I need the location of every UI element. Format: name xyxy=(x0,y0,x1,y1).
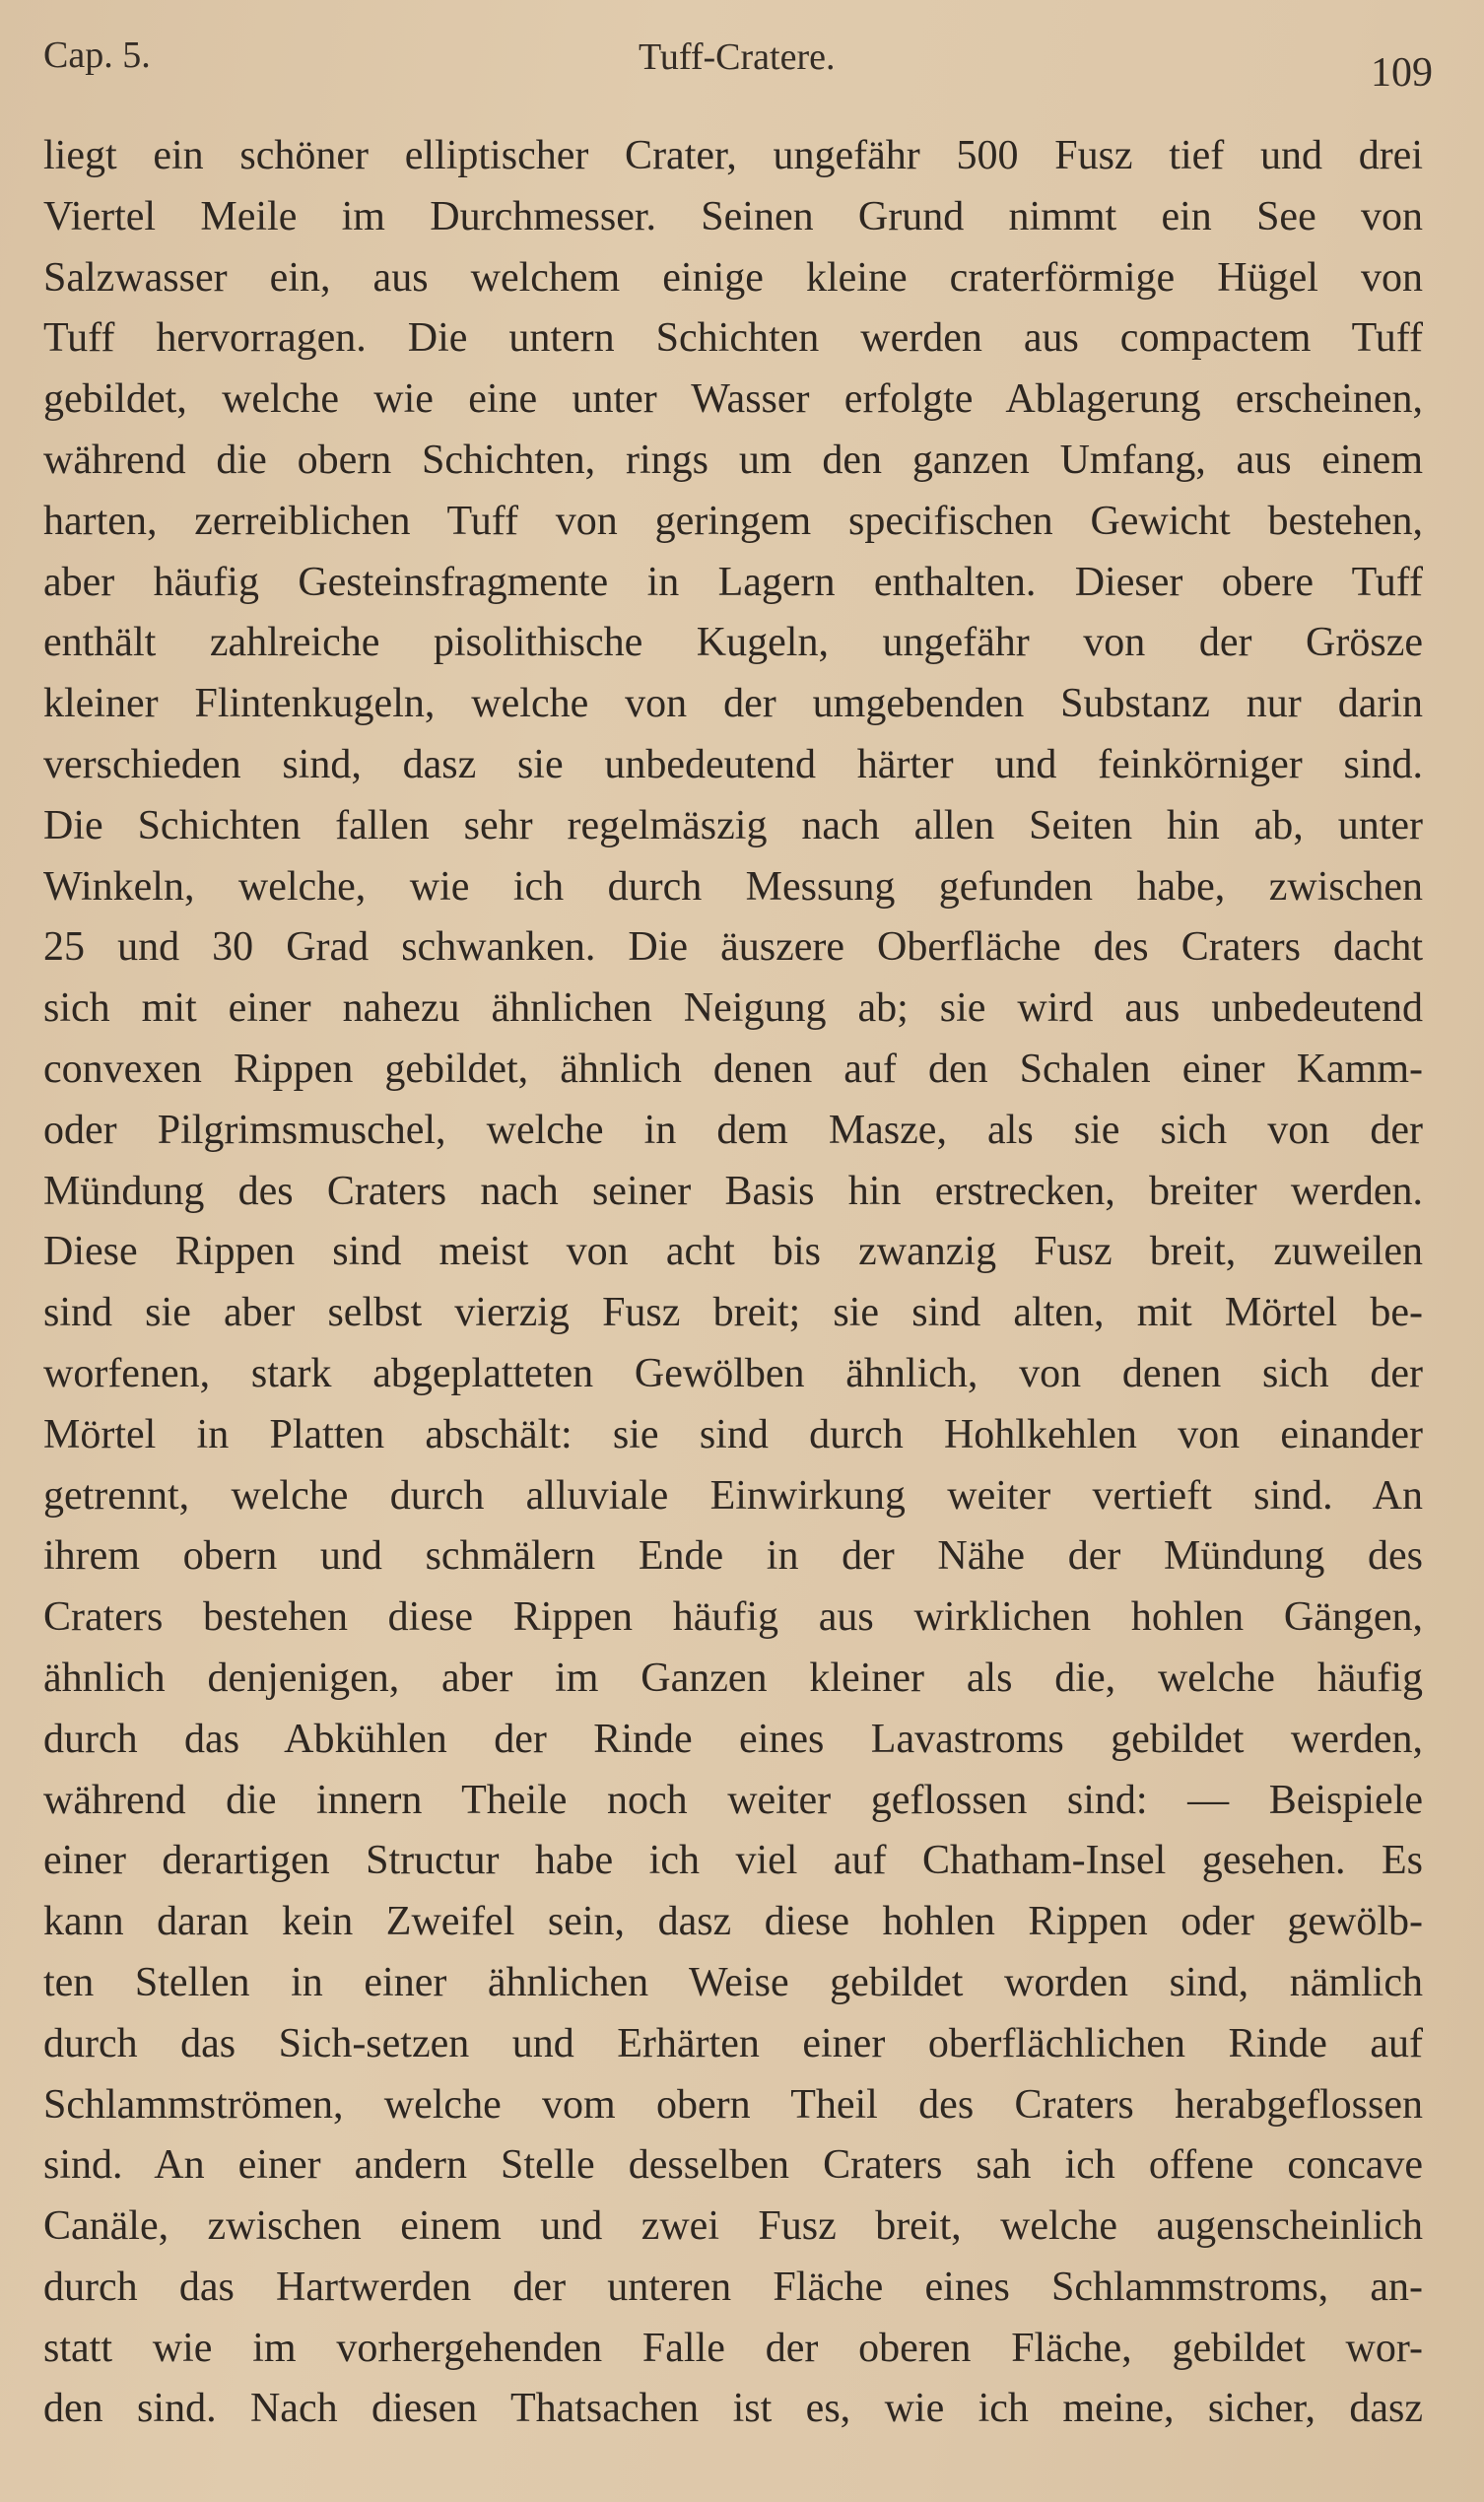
text-line: gebildet, welche wie eine unter Wasser erfolgte Ablagerung erscheinen, xyxy=(43,376,1423,423)
body-text xyxy=(43,126,1423,2440)
text-line: worfenen, stark abgeplatteten Gewölben ähnlich, von denen sich der xyxy=(43,1350,1423,1396)
text-line: durch das Hartwerden der unteren Fläche eines Schlammstroms, an- xyxy=(43,2264,1423,2310)
text-line: Winkeln, welche, wie ich durch Messung gefunden habe, zwischen xyxy=(43,863,1423,910)
text-line: verschieden sind, dasz sie unbedeutend härter und feinkörniger sind. xyxy=(43,741,1423,787)
text-line: 25 und 30 Grad schwanken. Die äuszere Oberfläche des Craters dacht xyxy=(43,924,1423,971)
running-title: Tuff-Cratere. xyxy=(639,36,836,78)
text-line: Mündung des Craters nach seiner Basis hin erstrecken, breiter werden. xyxy=(43,1168,1423,1214)
text-line: enthält zahlreiche pisolithische Kugeln, ungefähr von der Grösze xyxy=(43,620,1423,666)
text-line: Schlammströmen, welche vom obern Theil des Craters herabgeflossen xyxy=(43,2081,1423,2128)
text-line: statt wie im vorhergehenden Falle der oberen Fläche, gebildet wor- xyxy=(43,2325,1423,2371)
text-line: convexen Rippen gebildet, ähnlich denen auf den Schalen einer Kamm- xyxy=(43,1046,1423,1092)
text-line: aber häufig Gesteinsfragmente in Lagern enthalten. Dieser obere Tuff xyxy=(43,559,1423,605)
text-line: den sind. Nach diesen Thatsachen ist es, wie ich meine, sicher, dasz xyxy=(43,2386,1423,2432)
text-line: Diese Rippen sind meist von acht bis zwanzig Fusz breit, zuweilen xyxy=(43,1229,1423,1275)
text-line: Craters bestehen diese Rippen häufig aus wirklichen hohlen Gängen, xyxy=(43,1594,1423,1641)
text-line: Mörtel in Platten abschält: sie sind durch Hohlkehlen von einander xyxy=(43,1411,1423,1457)
text-line: Tuff hervorragen. Die untern Schichten werden aus compactem Tuff xyxy=(43,315,1423,362)
chapter-label: Cap. 5. xyxy=(43,34,151,76)
text-line: kann daran kein Zweifel sein, dasz diese hohlen Rippen oder gewölb- xyxy=(43,1899,1423,1945)
text-line: getrennt, welche durch alluviale Einwirkung weiter vertieft sind. An xyxy=(43,1472,1423,1519)
text-line: Die Schichten fallen sehr regelmäszig nach allen Seiten hin ab, unter xyxy=(43,802,1423,848)
running-header xyxy=(43,30,1433,99)
text-line: kleiner Flintenkugeln, welche von der umgebenden Substanz nur darin xyxy=(43,681,1423,727)
text-line: sind. An einer andern Stelle desselben Craters sah ich offene concave xyxy=(43,2142,1423,2189)
text-line: durch das Sich-setzen und Erhärten einer oberflächlichen Rinde auf xyxy=(43,2020,1423,2066)
text-line: während die innern Theile noch weiter geflossen sind: — Beispiele xyxy=(43,1777,1423,1823)
text-line: sich mit einer nahezu ähnlichen Neigung ab; sie wird aus unbedeutend xyxy=(43,985,1423,1032)
text-line: ihrem obern und schmälern Ende in der Nähe der Mündung des xyxy=(43,1533,1423,1580)
text-line: oder Pilgrimsmuschel, welche in dem Masze, als sie sich von der xyxy=(43,1107,1423,1153)
text-line: Canäle, zwischen einem und zwei Fusz breit, welche augenscheinlich xyxy=(43,2203,1423,2250)
text-line: ten Stellen in einer ähnlichen Weise gebildet worden sind, nämlich xyxy=(43,1959,1423,2005)
text-line: durch das Abkühlen der Rinde eines Lavastroms gebildet werden, xyxy=(43,1716,1423,1762)
text-line: einer derartigen Structur habe ich viel auf Chatham-Insel gesehen. Es xyxy=(43,1838,1423,1884)
text-line: liegt ein schöner elliptischer Crater, ungefähr 500 Fusz tief und drei xyxy=(43,133,1423,178)
text-line: ähnlich denjenigen, aber im Ganzen kleiner als die, welche häufig xyxy=(43,1655,1423,1701)
text-line: harten, zerreiblichen Tuff von geringem specifischen Gewicht bestehen, xyxy=(43,498,1423,544)
text-line: sind sie aber selbst vierzig Fusz breit; sie sind alten, mit Mörtel be- xyxy=(43,1290,1423,1336)
text-line: Viertel Meile im Durchmesser. Seinen Grund nimmt ein See von xyxy=(43,193,1423,239)
page-number: 109 xyxy=(1371,50,1433,96)
text-line: während die obern Schichten, rings um den ganzen Umfang, aus einem xyxy=(43,437,1423,483)
text-line: Salzwasser ein, aus welchem einige kleine craterförmige Hügel von xyxy=(43,254,1423,301)
